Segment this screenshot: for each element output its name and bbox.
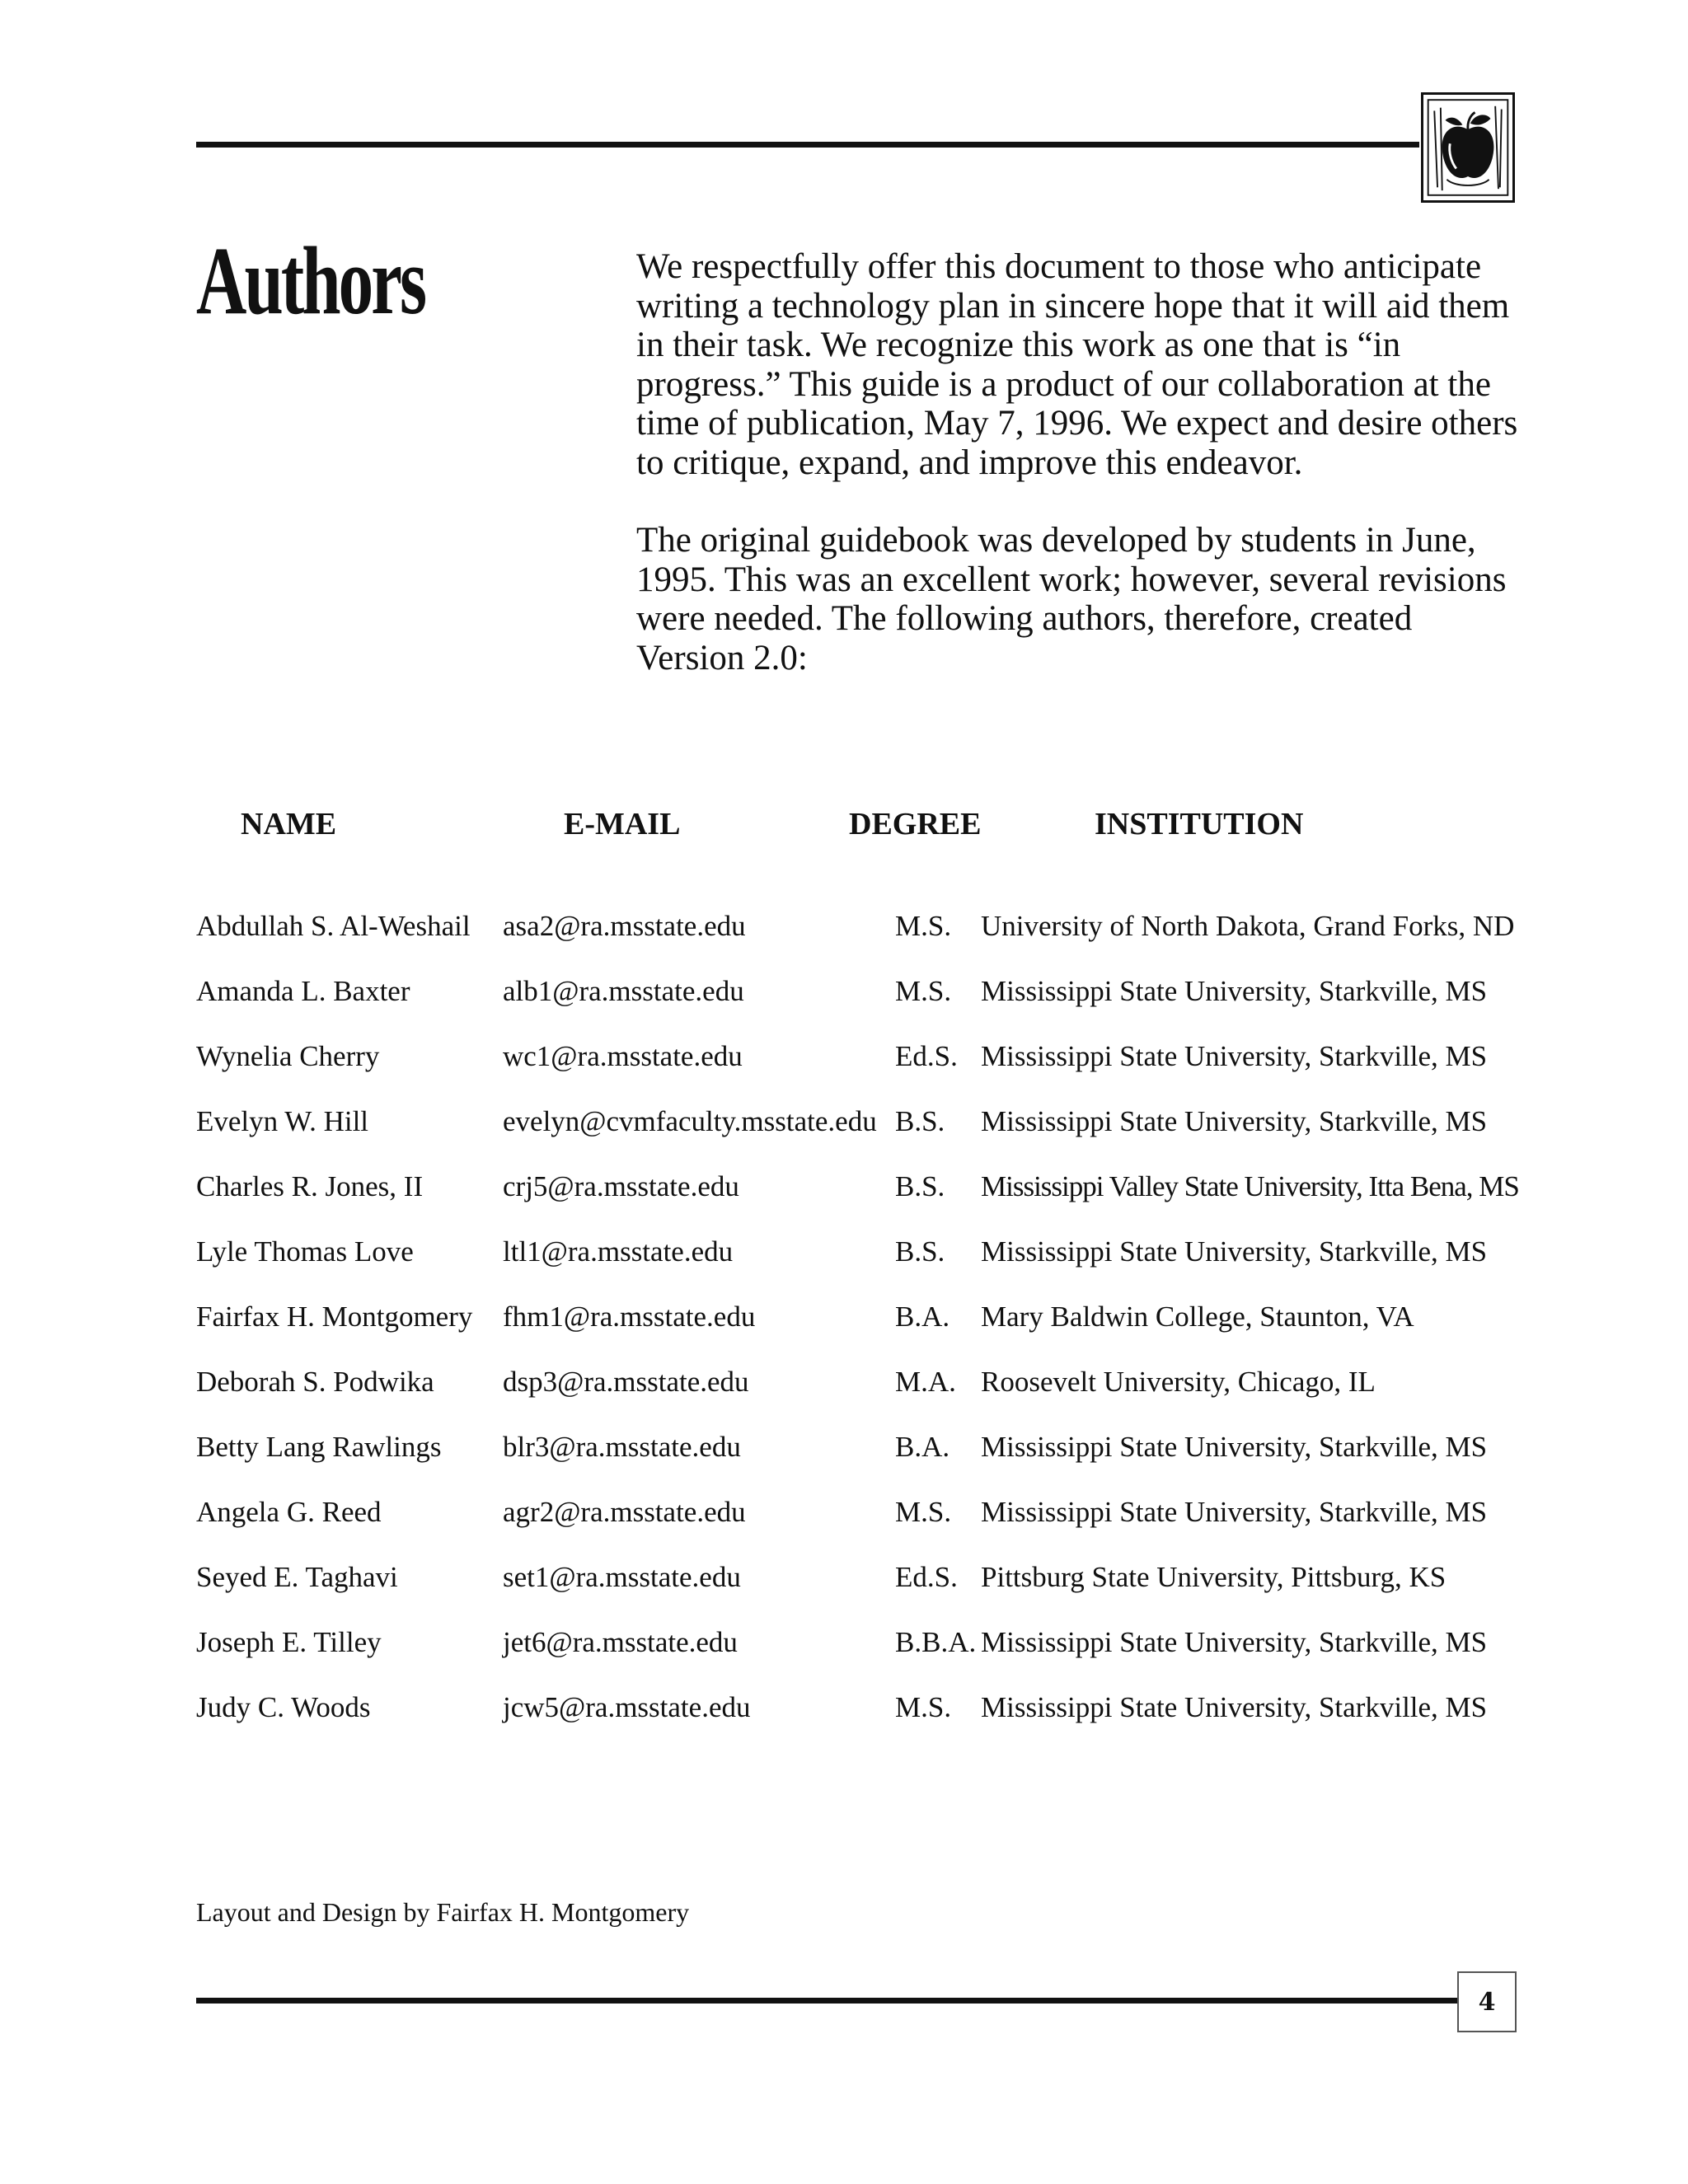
author-email: evelyn@cvmfaculty.msstate.edu <box>503 1105 877 1137</box>
author-name: Betty Lang Rawlings <box>196 1431 442 1463</box>
author-name: Joseph E. Tilley <box>196 1626 382 1658</box>
author-institution: Pittsburg State University, Pittsburg, KS <box>981 1561 1447 1593</box>
author-email: ltl1@ra.msstate.edu <box>503 1235 734 1268</box>
author-institution: Mississippi State University, Starkville, MS <box>981 1496 1488 1528</box>
author-degree: Ed.S. <box>895 1040 958 1072</box>
table-row <box>0 1038 1688 1104</box>
author-name: Seyed E. Taghavi <box>196 1561 398 1593</box>
design-credit: Layout and Design by Fairfax H. Montgomery <box>196 1897 690 1927</box>
author-name: Amanda L. Baxter <box>196 975 410 1007</box>
authors-table <box>0 908 1688 1755</box>
author-email: crj5@ra.msstate.edu <box>503 1170 739 1202</box>
table-row <box>0 1690 1688 1755</box>
table-row <box>0 1494 1688 1559</box>
bottom-rule <box>196 1998 1459 2004</box>
author-institution: Mary Baldwin College, Staunton, VA <box>981 1301 1414 1333</box>
author-email: agr2@ra.msstate.edu <box>503 1496 746 1528</box>
table-row <box>0 973 1688 1038</box>
author-institution: Mississippi State University, Starkville, MS <box>981 1105 1488 1137</box>
apple-logo <box>1421 92 1515 203</box>
table-row <box>0 1299 1688 1364</box>
intro-paragraph-1: We respectfully offer this document to those who anticipate writing a technology plan in sincere hope that it will aid them in their task. We recognize this work as one that is “in progress.” This guide is a product of our collaboration at the time of publication, May 7, 1996. We expect and desire others to critique, expand, and improve this endeavor. <box>636 247 1518 482</box>
author-name: Abdullah S. Al-Weshail <box>196 910 471 942</box>
author-institution: University of North Dakota, Grand Forks, ND <box>981 910 1515 942</box>
author-institution: Mississippi State University, Starkville, MS <box>981 1040 1488 1072</box>
author-institution: Mississippi State University, Starkville, MS <box>981 1626 1488 1658</box>
author-institution: Mississippi Valley State University, Itta Bena, MS <box>981 1170 1519 1202</box>
author-email: jet6@ra.msstate.edu <box>503 1626 738 1658</box>
author-institution: Mississippi State University, Starkville, MS <box>981 975 1488 1007</box>
table-row <box>0 1364 1688 1429</box>
header-degree: DEGREE <box>849 807 982 841</box>
author-email: alb1@ra.msstate.edu <box>503 975 744 1007</box>
intro-paragraph-2: The original guidebook was developed by students in June, 1995. This was an excellent work; however, several revisions were needed. The following authors, therefore, created Version 2.0: <box>636 521 1507 677</box>
author-email: fhm1@ra.msstate.edu <box>503 1301 756 1333</box>
author-degree: M.S. <box>895 910 952 942</box>
author-name: Angela G. Reed <box>196 1496 382 1528</box>
table-row <box>0 1104 1688 1169</box>
author-email: asa2@ra.msstate.edu <box>503 910 746 942</box>
author-degree: Ed.S. <box>895 1561 958 1593</box>
author-email: set1@ra.msstate.edu <box>503 1561 741 1593</box>
author-name: Evelyn W. Hill <box>196 1105 369 1137</box>
header-name: NAME <box>241 807 337 841</box>
author-name: Judy C. Woods <box>196 1691 371 1723</box>
table-row <box>0 1559 1688 1624</box>
author-name: Fairfax H. Montgomery <box>196 1301 473 1333</box>
author-degree: B.S. <box>895 1105 945 1137</box>
author-degree: M.S. <box>895 1691 952 1723</box>
author-degree: B.B.A. <box>895 1626 977 1658</box>
header-email: E-MAIL <box>564 807 681 841</box>
author-institution: Mississippi State University, Starkville, MS <box>981 1235 1488 1268</box>
author-email: wc1@ra.msstate.edu <box>503 1040 743 1072</box>
author-name: Wynelia Cherry <box>196 1040 380 1072</box>
table-row <box>0 1169 1688 1234</box>
author-degree: M.S. <box>895 1496 952 1528</box>
author-email: blr3@ra.msstate.edu <box>503 1431 741 1463</box>
intro-text <box>636 247 1518 716</box>
author-name: Deborah S. Podwika <box>196 1366 434 1398</box>
author-email: dsp3@ra.msstate.edu <box>503 1366 749 1398</box>
header-institution: INSTITUTION <box>1095 807 1304 841</box>
table-row <box>0 1234 1688 1299</box>
table-row <box>0 908 1688 973</box>
author-institution: Roosevelt University, Chicago, IL <box>981 1366 1376 1398</box>
table-row <box>0 1624 1688 1690</box>
page-title: Authors <box>196 227 425 335</box>
author-degree: B.S. <box>895 1235 945 1268</box>
author-name: Charles R. Jones, II <box>196 1170 424 1202</box>
author-degree: M.S. <box>895 975 952 1007</box>
author-institution: Mississippi State University, Starkville, MS <box>981 1431 1488 1463</box>
author-institution: Mississippi State University, Starkville, MS <box>981 1691 1488 1723</box>
author-degree: B.A. <box>895 1301 950 1333</box>
author-email: jcw5@ra.msstate.edu <box>503 1691 751 1723</box>
page-number: 4 <box>1457 1971 1517 2032</box>
author-degree: B.S. <box>895 1170 945 1202</box>
author-degree: B.A. <box>895 1431 950 1463</box>
table-row <box>0 1429 1688 1494</box>
table-header <box>0 806 1688 847</box>
author-degree: M.A. <box>895 1366 956 1398</box>
top-rule <box>196 142 1419 148</box>
author-name: Lyle Thomas Love <box>196 1235 414 1268</box>
apple-icon <box>1423 95 1512 200</box>
